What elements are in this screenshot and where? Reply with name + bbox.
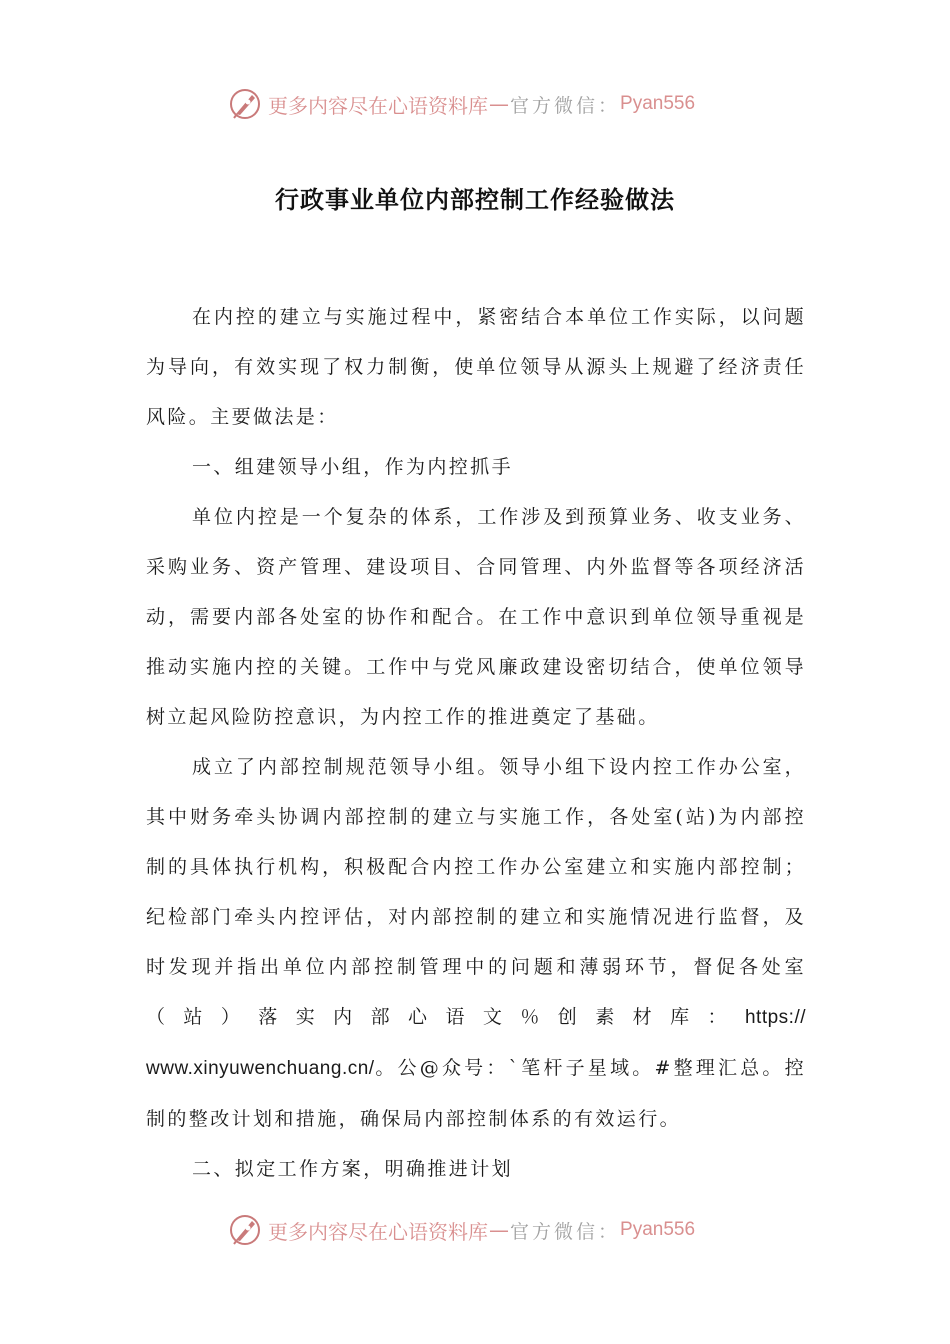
watermark-wechat-id: Pyan556 [620,93,696,114]
section-heading-1: 一、组建领导小组，作为内控抓手 [192,456,514,478]
header-watermark-banner [0,82,950,126]
watermark-label: 官方微信： [510,94,621,117]
watermark-dash: — [489,1218,509,1242]
watermark-main-text: 更多内容尽在心语资料库 [268,93,488,118]
paragraph-2-text-a: 成立了内部控制规范领导小组。领导小组下设内控工作办公室，其中财务牵头协调内部控制的建立与实施工作，各处室(站)为内部控制的具体执行机构，积极配合内控工作办公室建立和实施内部控制；纪检部门牵头内控评估，对内部控制的建立和实施情况进行监督，及时发现并指出单位内部控制管理中的问题和薄弱环节，督促各处室（站）落实内部心语文％创素材库： [146,756,806,1028]
intro-paragraph: 在内控的建立与实施过程中，紧密结合本单位工作实际，以问题为导向，有效实现了权力制衡，使单位领导从源头上规避了经济责任风险。主要做法是： [146,306,806,428]
paragraph-2-text-b: 。公@众号：`笔杆子星域。#整理汇总。控制的整改计划和措施，确保局内部控制体系的有效运行。 [146,1057,806,1130]
source-url: https:// [744,1007,806,1028]
source-url-domain: www.xinyuwenchuang.cn/ [146,1058,375,1079]
section-heading-2: 二、拟定工作方案，明确推进计划 [192,1158,514,1180]
watermark-main-text: 更多内容尽在心语资料库 [268,1219,488,1244]
document-body [146,292,806,1194]
document-title: 行政事业单位内部控制工作经验做法 [275,186,675,214]
watermark-label: 官方微信： [510,1220,621,1243]
paragraph-1: 单位内控是一个复杂的体系，工作涉及到预算业务、收支业务、采购业务、资产管理、建设项目、合同管理、内外监督等各项经济活动，需要内部各处室的协作和配合。在工作中意识到单位领导重视是推动实施内控的关键。工作中与党风廉政建设密切结合，使单位领导树立起风险防控意识，为内控工作的推进奠定了基础。 [146,506,806,728]
watermark-wechat-id: Pyan556 [620,1219,696,1240]
footer-watermark-banner [0,1208,950,1252]
paragraph-2-continued [146,1043,806,1144]
quill-logo-icon [228,87,262,121]
watermark-dash: — [489,92,509,116]
quill-logo-icon [228,1213,262,1247]
paragraph-2 [146,742,806,1043]
